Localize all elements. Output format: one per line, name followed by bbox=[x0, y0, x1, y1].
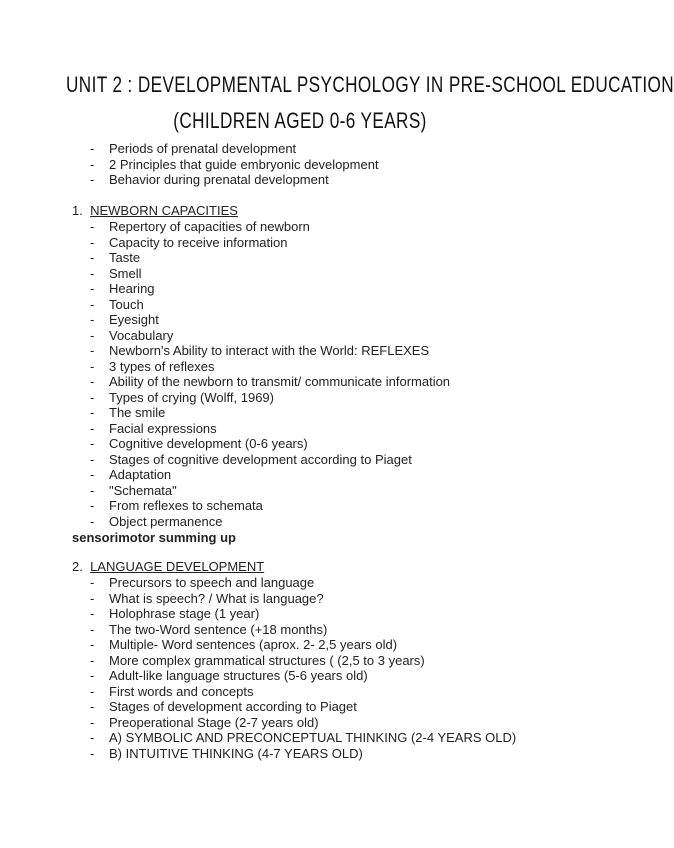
bullet-dash: - bbox=[90, 265, 95, 281]
list-item-text: The two-Word sentence (+18 months) bbox=[109, 621, 328, 637]
list-item-text: Eyesight bbox=[109, 312, 159, 327]
list-item-text: Holophrase stage (1 year) bbox=[109, 606, 260, 621]
list-item-text: 2 Principles that guide embryonic development bbox=[109, 156, 379, 172]
list-item bbox=[0, 281, 600, 297]
section-2-heading bbox=[72, 559, 264, 575]
list-item-text: Ability of the newborn to transmit/ communicate information bbox=[109, 374, 451, 389]
bullet-dash: - bbox=[90, 420, 95, 436]
list-item bbox=[0, 668, 600, 684]
section-1-heading bbox=[72, 203, 238, 219]
list-item bbox=[0, 219, 600, 235]
list-item-text: Object permanence bbox=[109, 513, 223, 529]
list-item-text: Facial expressions bbox=[109, 420, 217, 436]
list-item bbox=[0, 343, 600, 359]
list-item-text: Stages of development according to Piaget bbox=[109, 699, 357, 714]
list-item bbox=[0, 715, 600, 731]
bullet-dash: - bbox=[90, 172, 95, 187]
list-item bbox=[0, 436, 600, 452]
bullet-dash: - bbox=[90, 436, 95, 451]
list-item-text: Hearing bbox=[109, 281, 155, 296]
section-2-list bbox=[0, 575, 600, 761]
list-item bbox=[0, 312, 600, 328]
list-item-text: More complex grammatical structures ( (2,5 to 3 years) bbox=[109, 652, 425, 668]
list-item-text: Touch bbox=[109, 296, 144, 312]
bullet-dash: - bbox=[90, 327, 95, 343]
bullet-dash: - bbox=[90, 374, 95, 389]
list-item bbox=[0, 266, 600, 282]
title-line-2: (CHILDREN AGED 0-6 YEARS) bbox=[173, 108, 427, 133]
bullet-dash: - bbox=[90, 219, 95, 234]
list-item-text: "Schemata" bbox=[109, 482, 177, 498]
list-item bbox=[0, 606, 600, 622]
list-item-text: Cognitive development (0-6 years) bbox=[109, 436, 308, 451]
bullet-dash: - bbox=[90, 745, 95, 761]
list-item-text: 3 types of reflexes bbox=[109, 358, 215, 374]
list-item-text: Smell bbox=[109, 265, 142, 281]
list-item bbox=[0, 297, 600, 313]
list-item-text: What is speech? / What is language? bbox=[109, 590, 324, 606]
list-item bbox=[0, 730, 600, 746]
list-item bbox=[0, 699, 600, 715]
list-item bbox=[0, 622, 600, 638]
list-item-text: Types of crying (Wolff, 1969) bbox=[109, 389, 274, 405]
list-item-text: B) INTUITIVE THINKING (4-7 YEARS OLD) bbox=[109, 745, 363, 761]
list-item bbox=[0, 421, 600, 437]
bullet-dash: - bbox=[90, 281, 95, 296]
list-item bbox=[0, 374, 600, 390]
list-item-text: Repertory of capacities of newborn bbox=[109, 219, 310, 234]
section-2-number: 2. bbox=[72, 559, 83, 574]
list-item bbox=[0, 390, 600, 406]
list-item bbox=[0, 653, 600, 669]
list-item-text: Periods of prenatal development bbox=[109, 141, 297, 156]
bullet-dash: - bbox=[90, 575, 95, 590]
list-item-text: From reflexes to schemata bbox=[109, 498, 263, 513]
list-item bbox=[0, 637, 600, 653]
list-item-text: Newborn's Ability to interact with the World: REFLEXES bbox=[109, 343, 430, 358]
bullet-dash: - bbox=[90, 451, 95, 467]
list-item-text: Stages of cognitive development according to Piaget bbox=[109, 451, 412, 467]
bullet-dash: - bbox=[90, 714, 95, 730]
list-item bbox=[0, 452, 600, 468]
bullet-dash: - bbox=[90, 637, 95, 652]
list-item-text: Adult-like language structures (5-6 years old) bbox=[109, 668, 368, 683]
list-item-text: Capacity to receive information bbox=[109, 234, 288, 250]
list-item bbox=[0, 172, 600, 188]
list-item bbox=[0, 157, 600, 173]
list-item bbox=[0, 467, 600, 483]
bullet-dash: - bbox=[90, 699, 95, 714]
bullet-dash: - bbox=[90, 498, 95, 513]
intro-list bbox=[0, 141, 600, 188]
list-item bbox=[0, 328, 600, 344]
list-item-text: Behavior during prenatal development bbox=[109, 172, 329, 187]
section-1-title: NEWBORN CAPACITIES bbox=[90, 203, 238, 218]
list-item-text: Vocabulary bbox=[109, 327, 174, 343]
bullet-dash: - bbox=[90, 312, 95, 327]
bullet-dash: - bbox=[90, 513, 95, 529]
bullet-dash: - bbox=[90, 482, 95, 498]
list-item bbox=[0, 575, 600, 591]
list-item-text: First words and concepts bbox=[109, 683, 254, 699]
title-line-1: UNIT 2 : DEVELOPMENTAL PSYCHOLOGY IN PRE-SCHOOL EDUCATION bbox=[66, 72, 674, 97]
bullet-dash: - bbox=[90, 358, 95, 374]
list-item bbox=[0, 483, 600, 499]
list-item bbox=[0, 235, 600, 251]
bullet-dash: - bbox=[90, 668, 95, 683]
bullet-dash: - bbox=[90, 296, 95, 312]
bullet-dash: - bbox=[90, 652, 95, 668]
list-item bbox=[0, 250, 600, 266]
bullet-dash: - bbox=[90, 389, 95, 405]
list-item bbox=[0, 141, 600, 157]
section-2-title: LANGUAGE DEVELOPMENT bbox=[90, 559, 265, 574]
list-item-text: Preoperational Stage (2-7 years old) bbox=[109, 714, 319, 730]
bullet-dash: - bbox=[90, 730, 95, 745]
list-item-text: Multiple- Word sentences (aprox. 2- 2,5 years old) bbox=[109, 637, 398, 652]
list-item bbox=[0, 359, 600, 375]
list-item-text: Precursors to speech and language bbox=[109, 575, 315, 590]
list-item-text: A) SYMBOLIC AND PRECONCEPTUAL THINKING (2-4 YEARS OLD) bbox=[109, 730, 517, 745]
list-item bbox=[0, 591, 600, 607]
bullet-dash: - bbox=[90, 590, 95, 606]
section-1-list bbox=[0, 219, 600, 529]
list-item-text: Taste bbox=[109, 250, 141, 265]
list-item bbox=[0, 746, 600, 762]
list-item bbox=[0, 514, 600, 530]
section-1-number: 1. bbox=[72, 203, 83, 218]
list-item bbox=[0, 684, 600, 700]
bullet-dash: - bbox=[90, 141, 95, 156]
bullet-dash: - bbox=[90, 156, 95, 172]
section-1-summary: sensorimotor summing up bbox=[72, 530, 236, 545]
bullet-dash: - bbox=[90, 621, 95, 637]
bullet-dash: - bbox=[90, 606, 95, 621]
bullet-dash: - bbox=[90, 343, 95, 358]
list-item bbox=[0, 405, 600, 421]
bullet-dash: - bbox=[90, 467, 95, 482]
bullet-dash: - bbox=[90, 683, 95, 699]
list-item-text: The smile bbox=[109, 405, 166, 420]
list-item bbox=[0, 498, 600, 514]
list-item-text: Adaptation bbox=[109, 467, 172, 482]
bullet-dash: - bbox=[90, 405, 95, 420]
bullet-dash: - bbox=[90, 234, 95, 250]
bullet-dash: - bbox=[90, 250, 95, 265]
